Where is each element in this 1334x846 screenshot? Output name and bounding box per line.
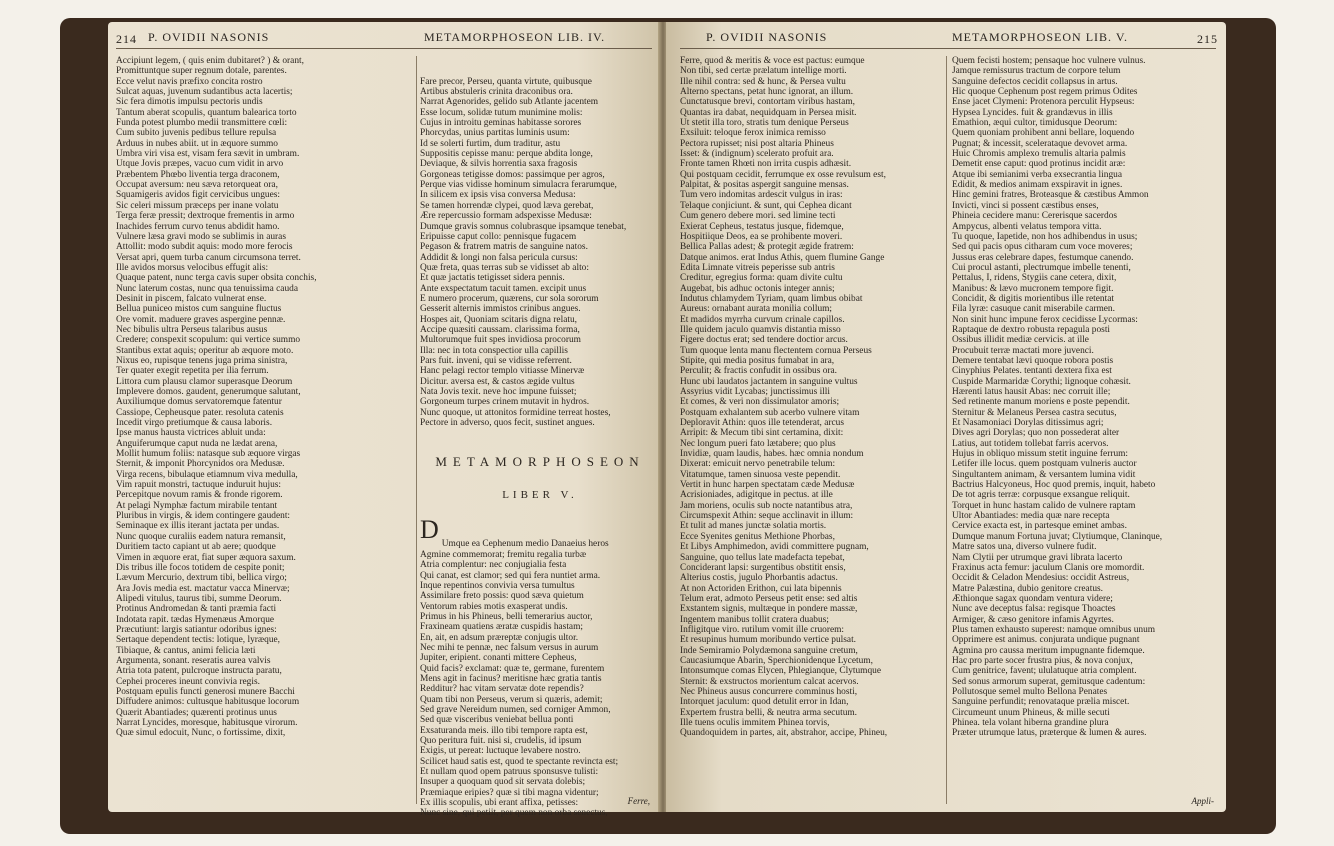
verse-line: Cum genitrice, favent; ululatuque atria complent.: [952, 666, 1137, 677]
verse-line: At pelagi Nymphæ factum mirabile tentant: [116, 500, 278, 511]
verse-line: Emathion, æqui cultor, timidusque Deorum:: [952, 118, 1118, 129]
text-column-left-2: [420, 56, 660, 819]
verse-line: Versat apri, quem turba canum circumsona terret.: [116, 252, 301, 263]
verse-line: Dives agri Dorylas; quo non possederat alter: [952, 428, 1120, 439]
verse-line: Quantas ira dabat, nequidquam in Persea misit.: [680, 107, 857, 118]
verse-line: Qui canat, est clamor; sed qui fera nuntiet arma.: [420, 570, 601, 581]
verse-line: Diffudere animos: cultusque habitusque locorum: [116, 697, 300, 708]
verse-line: Cephei proceres ineunt convivia regis.: [116, 676, 260, 687]
verse-line: Sternit: & exstructos morientum calcat acervos.: [680, 676, 859, 687]
verse-line: Pars fuit. inveni, qui se vidisse referrent.: [420, 355, 572, 366]
verse-line: Telaque conjiciunt. & sunt, qui Cephea dicant: [680, 200, 852, 211]
running-header-work: METAMORPHOSEON LIB. V.: [952, 30, 1128, 44]
page-number: 214: [116, 32, 137, 46]
verse-line: Occidit & Celadon Mendesius: occidit Astreus,: [952, 573, 1130, 584]
verse-line: Accipe quæsiti caussam. clarissima forma,: [420, 324, 580, 335]
book-subtitle: LIBER V.: [502, 489, 578, 502]
verse-line: Intonsumque comas Elycen, Phlegianque, Clytumque: [680, 666, 882, 677]
verse-line: Id se solerti furtim, dum traditur, astu: [420, 138, 561, 149]
verse-line: Nixus eo, rupisque tenens juga prima sinistra,: [116, 355, 288, 366]
verse-line: Nec bibulis ultra Perseus talaribus ausus: [116, 324, 268, 335]
verse-line: Ter quater exegit repetita per ilia ferrum.: [116, 366, 269, 377]
verse-line: Quæ simul edocuit, Nunc, o fortissime, dixit,: [116, 728, 286, 739]
verse-line: Hospes ait, Quoniam scitaris digna relatu,: [420, 314, 577, 325]
verse-line: Opprimere est animus. conjurata undique pugnant: [952, 635, 1140, 646]
verse-line: Quandoquidem in partes, ait, abstrahor, accipe, Phineu,: [680, 728, 888, 739]
verse-line: Bellica Pallas adest; & protegit ægide fratrem:: [680, 242, 854, 253]
verse-line: Dumque gravis somnus colubrasque ipsamque tenebat,: [420, 221, 627, 232]
column-divider: [416, 56, 417, 804]
verse-line: Sternitur & Melaneus Persea castra secutus,: [952, 407, 1117, 418]
verse-line: Letifer ille locus. quem postquam vulneris auctor: [952, 459, 1137, 470]
verse-line: Augebat, bis adhuc octonis integer annis;: [680, 283, 835, 294]
verse-line: Jupiter, eripient. conanti mittere Cepheus,: [420, 653, 577, 664]
verse-line: Nam Clytii per utrumque gravi librata lacerto: [952, 552, 1123, 563]
verse-line: Pectore in adverso, quos fecit, sustinet angues.: [420, 418, 595, 429]
catchword: Ferre,: [627, 796, 650, 806]
verse-line: Occupat aversum: neu sæva retorqueat ora,: [116, 180, 278, 191]
verse-line: Hinc gemini fratres, Broteasque & cæstibus Ammon: [952, 190, 1149, 201]
verse-line: Bellua puniceo mistos cum sanguine fluctus: [116, 304, 282, 315]
verse-line: Lævum Mercurio, dextrum tibi, bellica virgo;: [116, 573, 287, 584]
verse-line: Nunc sine, qui petiit, per quem non orba senectus,: [420, 808, 608, 819]
verse-line: Assyrius vidit Lycabas; junctissimus illi: [680, 387, 830, 397]
drop-cap: D: [420, 514, 439, 544]
verse-line: Concidit, & digitis morientibus ille retentat: [952, 293, 1114, 304]
verse-line: Umque ea Cephenum medio Danaeius heros: [441, 539, 609, 550]
verse-line: Ingentem manibus tollit cratera duabus;: [680, 614, 829, 625]
verse-line: Dixerat: emicuit nervo penetrabile telum:: [680, 459, 836, 470]
verse-line: Fila lyræ: casuque canit miserabile carmen.: [952, 304, 1115, 315]
verse-line: Illa: nec in tota conspectior ulla capillis: [420, 345, 568, 356]
verse-line: Jussus eras celebrare dapes, festumque canendo.: [952, 252, 1134, 263]
verse-line: Gorgoneas tetigisse domos: passimque per agros,: [420, 169, 605, 180]
verse-line: Cum genero debere mori. sed limine tecti: [680, 211, 836, 222]
running-header-work: METAMORPHOSEON LIB. IV.: [424, 30, 606, 44]
verse-line: Tantum aberat scopulis, quantum balearica torto: [116, 107, 297, 118]
verse-line: Postquam exhalantem sub acerbo vulnere vitam: [680, 407, 860, 418]
verse-line: Sic fera dimotis impulsu pectoris undis: [116, 97, 263, 108]
verse-line: Arripit: & Mecum tibi sint certamina, dixit:: [680, 428, 844, 439]
verse-line: In silicem ex ipsis visa conversa Medusa:: [420, 190, 576, 201]
verse-line: Invicti, vinci si possent cæstibus enses,: [952, 200, 1099, 211]
verse-line: Hospitiique Deos, ea se prohibente moveri.: [680, 231, 843, 242]
verse-line: Expertem frustra belli, & neutra arma secutum.: [680, 707, 858, 718]
verse-line: Et nullam quod opem patruus sponsusve tulisti:: [420, 767, 599, 778]
verse-line: Quem quoniam prohibent anni bellare, loquendo: [952, 128, 1135, 139]
verse-line: At non Actoriden Erithon, cui lata bipennis: [680, 583, 842, 594]
verse-line: Demere tentabat lævi quoque robora postis: [952, 355, 1114, 366]
verse-line: Tum vero indomitas ardescit vulgus in iras:: [680, 190, 843, 201]
verse-line: Virga recens, bibulaque etiamnum viva medulla,: [116, 469, 298, 480]
verse-line: Isset: & (indignum) scelerato profuit ara.: [680, 149, 834, 160]
verse-line: Jam moriens, oculis sub nocte natantibus atra,: [680, 500, 853, 511]
verse-line: Auxiliumque domus servatoremque fatentur: [116, 397, 282, 408]
verse-line: Armiger, & cæso genitore infamis Agyrtes.: [952, 614, 1114, 625]
verse-line: Dis tribus ille focos totidem de cespite ponit;: [116, 562, 285, 573]
verse-line: Hypsea Lyncides. fuit & grandævus in illis: [952, 107, 1113, 118]
verse-line: Vimen in æquore erat, fiat super æquora saxum.: [116, 552, 296, 563]
verse-line: Protinus Andromedan & tanti præmia facti: [116, 604, 277, 615]
verse-line: Indotata rapit. tædas Hymenæus Amorque: [116, 614, 275, 625]
verse-line: Ara Jovis media est. mactatur vacca Minervæ;: [116, 583, 290, 594]
verse-line: Agmina pro caussa meritum impugnante fidemque.: [952, 645, 1145, 656]
verse-line: Cui procul astanti, plectrumque imbelle tenenti,: [952, 262, 1131, 273]
verse-line: Exsiluit: teloque ferox inimica remisso: [680, 128, 826, 139]
verse-line: Anguiferumque caput nuda ne lædat arena,: [116, 438, 278, 449]
verse-line: Ecce velut navis præfixo concita rostro: [116, 76, 263, 87]
verse-line: Stantibus extat aquis; operitur ab æquore moto.: [116, 345, 294, 356]
verse-line: Funda potest plumbo medii transmittere cœli:: [116, 118, 288, 129]
verse-line: Infligitque viro. rutilum vomit ille cruorem:: [680, 624, 845, 635]
verse-line: Conciderant lapsi: surgentibus obstitit ensis,: [680, 562, 846, 573]
verse-line: Utque Jovis præpes, vacuo cum vidit in arvo: [116, 159, 284, 170]
verse-line: Præmiaque eripies? quæ si tibi magna videntur;: [420, 787, 599, 798]
verse-line: Sertaque dependent tectis: lotique, lyræque,: [116, 635, 281, 646]
verse-line: Phineia cecidere manu: Cererisque sacerdos: [952, 211, 1118, 222]
header-rule: [116, 48, 652, 49]
verse-line: Pluribus in virgis, & idem contingere gaudent:: [116, 511, 291, 522]
text-column-right-2: [952, 56, 1220, 806]
verse-line: Artibus abstuleris crinita draconibus ora.: [420, 87, 573, 98]
verse-line: Acrisioniades, adigitque in pectus. at ille: [680, 490, 833, 501]
verse-line: Sanguine perfundit; renovataque prælia miscet.: [952, 697, 1130, 708]
verse-line: Manibus: & lævo mucronem tempore figit.: [952, 283, 1114, 294]
verse-line: Littora cum plausu clamor superasque Deorum: [116, 376, 293, 387]
verse-line: De tot agris terræ: corpusque exsangue reliquit.: [952, 490, 1130, 501]
verse-line: Quem fecisti hostem; pensaque hoc vulnere vulnus.: [952, 56, 1146, 66]
verse-line: Sed grave Nereidum numen, sed corniger Ammon,: [420, 704, 611, 715]
verse-line: Matre satos una, diverso vulnere fudit.: [952, 542, 1097, 553]
verse-line: Plus tamen exhausto superest: namque omnibus unum: [952, 624, 1156, 635]
header-rule: [680, 48, 1216, 49]
verse-line: Edita Limnate vitreis peperisse sub antris: [680, 262, 835, 273]
verse-line: Nata Jovis texit. neve hoc impune fuisset;: [420, 387, 577, 397]
verse-line: Cinyphius Pelates. tentanti dextera fixa est: [952, 366, 1112, 377]
verse-line: Quærit Abantiades; quærenti protinus unus: [116, 707, 277, 718]
verse-line: Qui postquam cecidit, ferrumque ex osse revulsum est,: [680, 169, 886, 180]
verse-line: Nec longum pueri fato lætabere; quo plus: [680, 438, 836, 449]
verse-line: Fronte tamen Rhœti non irrita cuspis adhæsit.: [680, 159, 852, 170]
verse-line: Nec Phineus ausus concurrere comminus hosti,: [680, 686, 858, 697]
verse-line: Eripuisse caput collo: pennisque fugacem: [420, 231, 577, 242]
verse-line: Bactrius Halcyoneus, Hoc quod premis, inquit, habeto: [952, 480, 1156, 491]
verse-line: Demetit ense caput: quod protinus incidit aræ:: [952, 159, 1126, 170]
verse-line: Redditur? hac vitam servatæ dote rependis?: [420, 684, 584, 695]
verse-line: Incedit virgo pretiumque & causa laboris.: [116, 418, 273, 429]
verse-line: Ore vomit. maduere graves aspergine pennæ.: [116, 314, 286, 325]
verse-line: Cunctatusque brevi, contortam viribus hastam,: [680, 97, 855, 108]
verse-line: Ante exspectatum tacuit tamen. excipit unus: [420, 283, 587, 294]
verse-line: Vitatumque, tamen sinuosa veste pependit.: [680, 469, 841, 480]
verse-line: Fraxineam quatiens æratæ cuspidis hastam;: [420, 622, 583, 633]
verse-line: Addidit & longi non falsa pericula cursus:: [420, 252, 578, 263]
verse-line: Seminaque ex illis iterant jactata per undas.: [116, 521, 280, 532]
verse-line: Tu quoque, Iapetide, non hos adhibendus in usus;: [952, 231, 1138, 242]
verse-line: Sed quæ visceribus veniebat bellua ponti: [420, 715, 574, 726]
verse-line: Esse locum, solidæ tutum munimine molis:: [420, 107, 583, 118]
book-title: METAMORPHOSEON: [435, 454, 645, 470]
verse-line: Suppositis cepisse manu: perque abdita longe,: [420, 149, 593, 160]
verse-line: Accipiunt legem, ( quis enim dubitaret? ) & orant,: [116, 56, 304, 66]
verse-line: Terga feræ pressit; dextroque frementis in armo: [116, 211, 295, 222]
verse-line: Circumeunt unum Phineus, & mille secuti: [952, 707, 1110, 718]
verse-line: Se tamen horrendæ clypei, quod læva gerebat,: [420, 200, 594, 211]
verse-line: Vertit in hunc harpen spectatam cæde Medusæ: [680, 480, 855, 491]
verse-line: Sic celeri missum præceps per inane volatu: [116, 200, 279, 211]
verse-line: Æthionque sagax quondam ventura videre;: [952, 593, 1113, 604]
verse-line: Hærenti latus hausit Abas: nec corruit ille;: [952, 387, 1111, 397]
verse-line: Præter utrumque latus, præterque & lumen & aures.: [952, 728, 1147, 739]
verse-line: Cassiope, Cepheusque pater. resoluta catenis: [116, 407, 284, 418]
verse-line: Ecce Syenites genitus Methione Phorbas,: [680, 531, 835, 542]
verse-line: Umbra viri visa est, visam fera sævit in umbram.: [116, 149, 300, 160]
verse-line: Ex illis scopulis, ubi erant affixa, petisses:: [420, 798, 579, 809]
verse-line: Phinea. tela volant hiberna grandine plura: [952, 718, 1109, 728]
verse-line: Pectora rupisset; nisi post altaria Phineus: [680, 138, 834, 149]
left-page: [108, 22, 660, 819]
verse-line: Creditur, egregius forma: quam divite cultu: [680, 273, 843, 284]
verse-line: Atria complentur: nec conjugialia festa: [420, 560, 567, 571]
verse-line: Vulnere læsa gravi modo se sublimis in auras: [116, 231, 286, 242]
verse-line: Hac pro parte socer frustra pius, & nova conjux,: [952, 655, 1133, 666]
verse-line: Nunc ave deceptus falsa: regisque Thoactes: [952, 604, 1116, 615]
verse-line: Exigis, ut pereat: luctuque levabere nostro.: [420, 746, 581, 757]
verse-line: Dicitur. aversa est, & castos ægide vultus: [420, 376, 575, 387]
verse-line: Quaque patent, nunc terga cavis super obsita conchis,: [116, 273, 317, 284]
verse-line: Ille tuens oculis immitem Phinea torvis,: [680, 718, 830, 728]
verse-line: Aureus: ornabant aurata monilia collum;: [680, 304, 833, 315]
verse-line: Ventorum rabies motis exasperat undis.: [420, 601, 568, 612]
verse-line: Sulcat aquas, juvenum sudantibus acta lacertis;: [116, 87, 293, 98]
verse-line: Ille nihil contra: sed & hunc, & Persea vultu: [680, 76, 846, 87]
verse-line: Nunc laterum costas, nunc qua tenuissima cauda: [116, 283, 298, 294]
verse-line: Ampycus, albenti velatus tempora vitta.: [952, 221, 1102, 232]
verse-line: Desinit in piscem, falcato vulnerat ense.: [116, 293, 267, 304]
verse-line: Palpitat, & positas aspergit sanguine mensas.: [680, 180, 849, 191]
verse-line: Duritiem tacto capiant ut ab aere; quodque: [116, 542, 276, 553]
page-number: 215: [1197, 32, 1218, 46]
verse-line: Quæ freta, quas terras sub se vidisset ab alto:: [420, 262, 589, 273]
verse-line: Ultor Abantiades: media quæ nare recepta: [952, 511, 1110, 522]
verse-line: Pettalus, I, ridens, Stygiis cane cetera, dixit,: [952, 273, 1117, 284]
verse-line: Hujus in obliquo missum stetit inguine ferrum:: [952, 449, 1129, 460]
verse-line: Torquet in hunc hastam calido de vulnere raptam: [952, 500, 1136, 511]
verse-line: Fraxinus acta femur: jaculum Clanis ore momordit.: [952, 562, 1145, 573]
verse-line: Alipedi vitulus, taurus tibi, summe Deorum.: [116, 593, 282, 604]
verse-line: Sternit, & imponit Phorcynidos ora Medusæ.: [116, 459, 285, 470]
verse-line: Phorcydas, unius partitas luminis usum:: [420, 128, 570, 139]
verse-line: Percepitque novum ramis & fronde rigorem.: [116, 490, 283, 501]
verse-line: Ense jacet Clymeni: Protenora perculit Hypseus:: [952, 97, 1135, 108]
verse-line: Sanguine defectos cecidit collapsus in artus.: [952, 76, 1118, 87]
verse-line: Matre Palæstina, dubio genitore creatus.: [952, 583, 1104, 594]
verse-line: En, ait, en adsum præreptæ conjugis ultor.: [420, 632, 579, 643]
verse-line: Narrat Lyncides, moresque, habitusque virorum.: [116, 718, 298, 728]
verse-line: Attollit: modo subdit aquis: modo more ferocis: [116, 242, 293, 253]
right-page: [666, 22, 1226, 812]
verse-line: Datque animos. erat Indus Athis, quem flumine Gange: [680, 252, 885, 263]
verse-line: Non tibi, sed certæ prælatum intellige morti.: [680, 66, 847, 77]
verse-line: Sed retinente manum moriens e poste pependit.: [952, 397, 1130, 408]
verse-line: Pegason & fratrem matris de sanguine natos.: [420, 242, 588, 253]
verse-line: Sanguine, quo tellus late madefacta tepebat,: [680, 552, 845, 563]
verse-line: Fare precor, Perseu, quanta virtute, quibusque: [420, 76, 592, 87]
verse-line: Hunc ubi laudatos jactantem in sanguine vultus: [680, 376, 858, 387]
verse-line: Jamque remissurus tractum de corpore telum: [952, 66, 1121, 77]
verse-line: Squamigeris avidos figit cervicibus ungues:: [116, 190, 281, 201]
verse-line: Præbentem Phœbo liventia terga draconem,: [116, 169, 280, 180]
verse-line: Inachides ferrum curvo tenus abdidit hamo.: [116, 221, 280, 232]
verse-line: Pugnat; & incessit, scelerataque devovet arma.: [952, 138, 1128, 149]
verse-line: Perque vias vidisse hominum simulacra ferarumque,: [420, 180, 617, 191]
verse-line: Cervice exacta est, in partesque eminet ambas.: [952, 521, 1127, 532]
verse-line: Hanc pelagi rector templo vitiasse Minervæ: [420, 366, 585, 377]
verse-line: Sed sonus armorum superat, gemitusque cadentum:: [952, 676, 1146, 687]
verse-line: Insuper a quoquam quod sit servata dolebis;: [420, 777, 586, 788]
verse-line: Implevere domos. gaudent, generumque salutant,: [116, 387, 301, 397]
verse-line: Promittuntque super regnum dotale, parentes.: [116, 66, 287, 77]
verse-line: Alterius costis, jugulo Phorbantis adactus.: [680, 573, 838, 584]
verse-line: Scilicet haud satis est, quod te spectante revincta est;: [420, 756, 619, 767]
verse-line: Ferre, quod & meritis & voce est pactus: eumque: [680, 56, 865, 66]
text-column-left-1: [116, 56, 412, 806]
verse-line: Procubuit terræ mactati more juvenci.: [952, 345, 1094, 356]
verse-line: Ille quidem jaculo quamvis distantia misso: [680, 324, 841, 335]
verse-line: Tum quoque lenta manu flectentem cornua Perseus: [680, 345, 872, 356]
verse-line: Et resupinus humum moribundo vertice pulsat.: [680, 635, 857, 646]
verse-line: Circumspexit Athin: seque acclinavit in illum:: [680, 511, 854, 522]
verse-line: E numero procerum, quærens, cur sola sororum: [420, 293, 599, 304]
verse-line: Ossibus illidit mediæ cervicis. at ille: [952, 335, 1089, 346]
verse-line: Cuspide Marmaridæ Corythi; lignoque cohæsit.: [952, 376, 1131, 387]
verse-line: Invidiæ, quam laudis, habes. hæc omnia nondum: [680, 449, 864, 460]
verse-line: Argumenta, sonant. reseratis aurea valvis: [116, 655, 271, 666]
verse-line: Nec mihi te pennæ, nec falsum versus in aurum: [420, 642, 599, 653]
verse-line: Exierat Cepheus, testatus jusque, fidemque,: [680, 221, 844, 232]
verse-line: Hic quoque Cephenum post regem primus Odites: [952, 87, 1138, 98]
verse-line: Et comes, & veri non dissimulator amoris;: [680, 397, 840, 408]
verse-line: Cum subito juvenis pedibus tellure repulsa: [116, 128, 277, 139]
verse-line: Tibiaque, & cantus, animi felicia læti: [116, 645, 256, 656]
verse-line: Nunc quoque, ut attonitos formidine terreat hostes,: [420, 407, 611, 418]
verse-line: Postquam epulis functi generosi munere Bacchi: [116, 686, 295, 697]
verse-line: Cujus in introitu geminas habitasse sorores: [420, 118, 582, 129]
verse-line: Alterno spectans, petat hunc ignorat, an illum.: [680, 87, 854, 98]
verse-line: Atque ibi semianimi verba exsecrantia lingua: [952, 169, 1122, 180]
verse-line: Deviaque, & silvis horrentia saxa fragosis: [420, 159, 578, 170]
verse-line: Exsaturanda meis. illo tibi tempore rapta est,: [420, 725, 588, 736]
verse-line: Assimilare freto possis: quod sæva quietum: [420, 591, 584, 602]
verse-line: Credere; conspexit scopulum: qui vertice summo: [116, 335, 301, 346]
verse-line: Quid facis? exclamat: quæ te, germane, furentem: [420, 663, 605, 674]
verse-line: Telum erat, admoto Perseus petit ense: sed altis: [680, 593, 858, 604]
text-column-right-1: [680, 56, 942, 806]
verse-line: Deploravit Athin: quos ille tetenderat, arcus: [680, 418, 845, 429]
verse-line: Dumque manum Fortuna juvat; Clytiumque, Claninque,: [952, 531, 1163, 542]
verse-line: Quo peritura fuit. nisi si, crudelis, id ipsum: [420, 736, 582, 746]
verse-line: Exstantem signis, multæque in pondere massæ,: [680, 604, 858, 615]
verse-line: Multorumque fuit spes invidiosa procorum: [420, 335, 581, 346]
verse-line: Et quæ jactatis tetigisset sidera pennis.: [420, 273, 565, 284]
running-header-author: P. OVIDII NASONIS: [148, 30, 270, 44]
verse-line: Inque repentinos convivia versa tumultus: [420, 580, 575, 591]
verse-line: Figere doctus erat; sed tendere doctior arcus.: [680, 335, 848, 346]
verse-line: Atria tota patent, pulcroque instructa paratu,: [116, 666, 282, 677]
verse-line: Mens agit in facinus? meritisne hæc gratia tantis: [420, 673, 602, 684]
verse-line: Sed qui pacis opus citharam cum voce moveres;: [952, 242, 1133, 253]
catchword: Appli-: [1191, 796, 1214, 806]
verse-line: Et Nasamoniaci Dorylas ditissimus agri;: [952, 418, 1104, 429]
column-divider: [946, 56, 947, 804]
verse-line: Latius, aut totidem tollebat farris acervos.: [952, 438, 1109, 449]
verse-line: Huic Chromis amplexo tremulis altaria palmis: [952, 149, 1126, 160]
running-header-author: P. OVIDII NASONIS: [706, 30, 828, 44]
verse-line: Raptaque de dextro robusta repagula posti: [952, 324, 1111, 335]
verse-line: Ære repercussio formam adspexisse Medusæ:: [420, 211, 592, 222]
verse-line: Nunc quoque curaliis eadem natura remansit,: [116, 531, 286, 542]
verse-line: Perculit; & fractis confudit in ossibus ora.: [680, 366, 838, 377]
verse-line: Et Libys Amphimedon, avidi committere pugnam,: [680, 542, 869, 553]
verse-line: Primus in his Phineus, belli temerarius auctor,: [420, 611, 593, 622]
verse-line: Inde Semiramio Polydæmona sanguine cretum,: [680, 645, 858, 656]
verse-line: Caucasiumque Abarin, Sperchionidenque Lycetum,: [680, 655, 873, 666]
verse-line: Gesserit alternis immistos crinibus angues.: [420, 304, 581, 315]
verse-line: Et tulit ad manes junctæ solatia mortis.: [680, 521, 827, 532]
verse-line: Edidit, & medios animam exspiravit in ignes.: [952, 180, 1123, 191]
verse-line: Stipite, qui media positus fumabat in ara,: [680, 355, 835, 366]
verse-line: Vim rapuit monstri, tactuque induruit hujus:: [116, 480, 282, 491]
verse-line: Indutus chlamydem Tyriam, quam limbus obibat: [680, 293, 863, 304]
verse-line: Ipse manus hausta victrices abluit unda:: [116, 428, 266, 439]
verse-line: Intorquet jaculum: quod detulit error in Idan,: [680, 697, 849, 708]
verse-line: Mollit humum foliis: natasque sub æquore virgas: [116, 449, 301, 460]
verse-line: Gorgoneum turpes crinem mutavit in hydros.: [420, 397, 590, 408]
verse-line: Narrat Agenorides, gelido sub Atlante jacentem: [420, 97, 599, 108]
verse-line: Præcutiunt: largis satiantur odoribus ignes:: [116, 624, 277, 635]
verse-line: Et madidos myrrha curvum crinale capillos.: [680, 314, 845, 325]
verse-line: Quam tibi non Perseus, verum si quæris, ademit;: [420, 694, 603, 705]
verse-line: Agmine commemorat; fremitu regalia turbæ: [420, 549, 587, 560]
verse-line: Non sinit hunc impune ferox cecidisse Lycormas:: [952, 314, 1138, 325]
verse-line: Pollutosque semel multo Bellona Penates: [952, 686, 1108, 697]
verse-line: Ut stetit illa toro, stratis tum denique Perseus: [680, 118, 849, 129]
verse-line: Arduus in nubes abiit. ut in æquore summo: [116, 138, 278, 149]
verse-line: Singultantem animam, & versantem lumina vidit: [952, 469, 1136, 480]
verse-line: Ille avidos morsus velocibus effugit alis:: [116, 262, 269, 273]
